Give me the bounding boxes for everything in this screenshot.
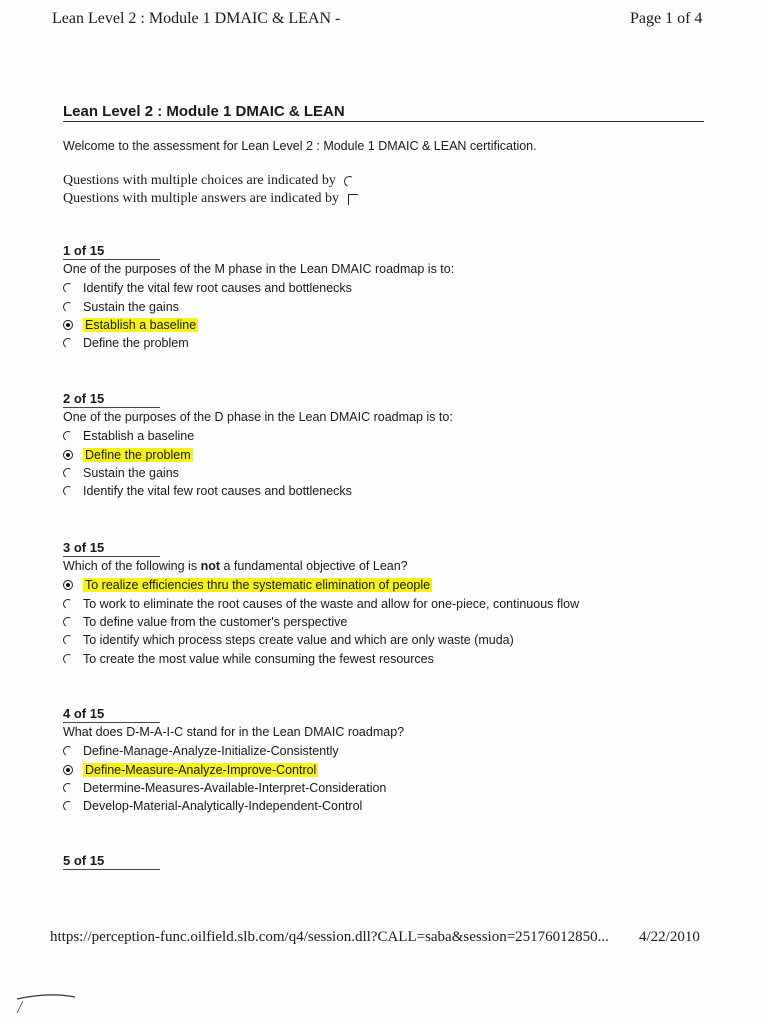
welcome-text: Welcome to the assessment for Lean Level 2 : Module 1 DMAIC & LEAN certification. xyxy=(63,139,537,153)
option-label: Identify the vital few root causes and bottlenecks xyxy=(83,281,352,296)
option[interactable] xyxy=(63,742,404,760)
legend-multiple-choice xyxy=(63,173,355,189)
question-text: One of the purposes of the M phase in the Lean DMAIC roadmap is to: xyxy=(63,262,455,276)
option-selected[interactable] xyxy=(63,316,454,334)
option[interactable] xyxy=(63,427,453,445)
radio-button-selected[interactable] xyxy=(62,579,74,591)
radio-button[interactable] xyxy=(62,300,74,312)
question-number: 4 of 15 xyxy=(63,706,160,723)
question-text xyxy=(63,559,579,573)
option-label: To identify which process steps create value and which are only waste (muda) xyxy=(83,633,514,648)
footer-date: 4/22/2010 xyxy=(639,929,700,945)
footer-url: https://perception-func.oilfield.slb.com/q4/session.dll?CALL=saba&session=25176012850... xyxy=(50,929,609,945)
option-selected[interactable] xyxy=(63,760,404,778)
option[interactable] xyxy=(63,613,579,631)
option[interactable] xyxy=(63,650,579,668)
radio-button-selected[interactable] xyxy=(62,319,74,331)
option-selected[interactable] xyxy=(63,576,579,594)
option[interactable] xyxy=(63,297,454,315)
legend-multiple-choice-text: Questions with multiple choices are indicated by xyxy=(63,173,336,188)
legend-multiple-answer xyxy=(63,191,358,207)
page-number: Page 1 of 4 xyxy=(630,10,703,27)
question-5 xyxy=(63,853,160,870)
option-label-highlighted: To realize efficiencies thru the systematic elimination of people xyxy=(85,578,431,593)
option-label: Define the problem xyxy=(83,336,189,351)
question-3 xyxy=(63,540,579,668)
option[interactable] xyxy=(63,482,453,500)
option-label-highlighted: Define-Measure-Analyze-Improve-Control xyxy=(85,762,317,777)
question-4 xyxy=(63,706,404,816)
question-text: One of the purposes of the D phase in the Lean DMAIC roadmap is to: xyxy=(63,410,453,424)
radio-button[interactable] xyxy=(62,282,74,294)
option-label-highlighted: Establish a baseline xyxy=(85,317,197,332)
question-text-part: Which of the following is xyxy=(63,559,201,573)
option-label: To work to eliminate the root causes of the waste and allow for one-piece, continuous flow xyxy=(83,596,580,611)
question-text-emphasis: not xyxy=(200,559,220,573)
option-label: Establish a baseline xyxy=(83,429,195,444)
option[interactable] xyxy=(63,464,453,482)
radio-button[interactable] xyxy=(62,597,74,609)
option-label: To define value from the customer's perspective xyxy=(83,614,348,629)
option-label: Sustain the gains xyxy=(83,299,179,314)
radio-button[interactable] xyxy=(62,653,74,665)
radio-button[interactable] xyxy=(62,337,74,349)
option[interactable] xyxy=(63,631,579,649)
question-2 xyxy=(63,391,453,501)
title-divider xyxy=(63,121,704,122)
radio-button[interactable] xyxy=(62,634,74,646)
option-label: Identify the vital few root causes and bottlenecks xyxy=(83,484,352,499)
option-label: To create the most value while consuming the fewest resources xyxy=(83,651,434,666)
document-title: Lean Level 2 : Module 1 DMAIC & LEAN xyxy=(63,103,345,120)
option[interactable] xyxy=(63,797,404,815)
question-number: 5 of 15 xyxy=(63,853,160,870)
scan-mark-icon xyxy=(5,985,85,1015)
radio-button[interactable] xyxy=(62,485,74,497)
radio-button[interactable] xyxy=(62,430,74,442)
radio-button-selected[interactable] xyxy=(62,763,74,775)
question-text: What does D-M-A-I-C stand for in the Lean DMAIC roadmap? xyxy=(63,725,405,739)
radio-icon xyxy=(342,174,356,188)
option[interactable] xyxy=(63,594,579,612)
radio-button[interactable] xyxy=(62,782,74,794)
option-label-highlighted: Define the problem xyxy=(85,447,191,462)
page-header-title: Lean Level 2 : Module 1 DMAIC & LEAN - xyxy=(52,10,341,27)
radio-button[interactable] xyxy=(62,467,74,479)
radio-button[interactable] xyxy=(62,800,74,812)
option-label: Sustain the gains xyxy=(83,465,179,480)
checkbox-icon xyxy=(348,194,358,205)
radio-button[interactable] xyxy=(62,616,74,628)
question-1 xyxy=(63,243,454,353)
radio-button[interactable] xyxy=(62,745,74,757)
option-label: Define-Manage-Analyze-Initialize-Consistently xyxy=(83,744,339,759)
option[interactable] xyxy=(63,779,404,797)
option-selected[interactable] xyxy=(63,445,453,463)
option[interactable] xyxy=(63,334,454,352)
legend-multiple-answer-text: Questions with multiple answers are indicated by xyxy=(63,191,340,206)
question-number: 3 of 15 xyxy=(63,540,160,557)
option-label: Determine-Measures-Available-Interpret-Consideration xyxy=(83,780,387,795)
option-label: Develop-Material-Analytically-Independent-Control xyxy=(83,799,363,814)
question-number: 2 of 15 xyxy=(63,391,160,408)
option[interactable] xyxy=(63,279,454,297)
question-text-part: a fundamental objective of Lean? xyxy=(220,559,408,573)
radio-button-selected[interactable] xyxy=(62,448,74,460)
question-number: 1 of 15 xyxy=(63,243,160,260)
